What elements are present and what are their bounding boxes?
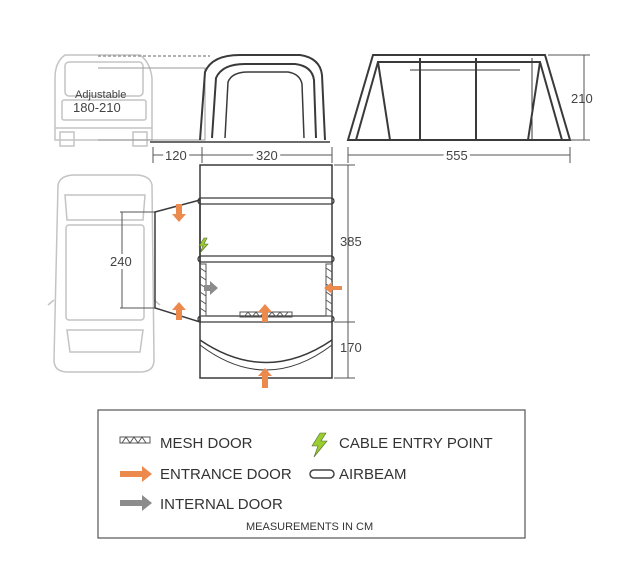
legend-airbeam: AIRBEAM	[339, 466, 407, 483]
legend-entrance-door: ENTRANCE DOOR	[160, 466, 292, 483]
plan-view-vehicle	[48, 175, 160, 372]
connector-width-label: 120	[165, 148, 187, 163]
porch-length-label: 170	[340, 340, 362, 355]
side-view-tent	[348, 55, 570, 140]
plan-view-tent	[155, 165, 334, 378]
legend-note: MEASUREMENTS IN CM	[246, 521, 374, 533]
legend-internal-door: INTERNAL DOOR	[160, 496, 283, 513]
plan-length-label: 385	[340, 234, 362, 249]
legend-mesh-door: MESH DOOR	[160, 435, 253, 452]
side-height-label: 210	[571, 91, 593, 106]
vehicle-height-range: 180-210	[73, 100, 121, 115]
front-view-tent	[98, 55, 330, 142]
attach-width-label: 240	[110, 254, 132, 269]
legend-cable-entry: CABLE ENTRY POINT	[339, 435, 493, 452]
tent-width-label: 320	[256, 148, 278, 163]
side-length-label: 555	[446, 148, 468, 163]
vehicle-height-label: Adjustable	[75, 89, 127, 101]
entrance-arrows	[172, 204, 342, 388]
